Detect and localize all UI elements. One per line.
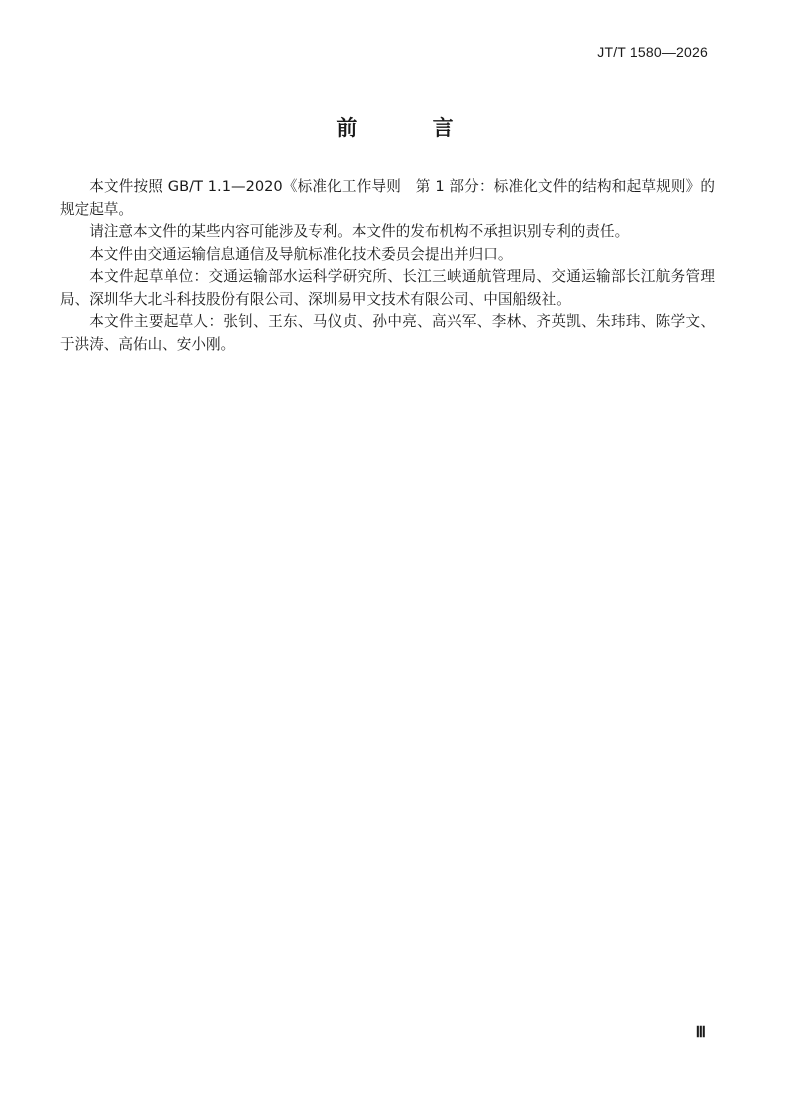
foreword-body: [60, 176, 715, 356]
page-number: Ⅲ: [695, 1025, 706, 1041]
paragraph-proposer: 本文件由交通运输信息通信及导航标准化技术委员会提出并归口。: [89, 245, 513, 263]
paragraph-patent-notice: 请注意本文件的某些内容可能涉及专利。本文件的发布机构不承担识别专利的责任。: [89, 223, 630, 240]
paragraph-drafters: 本文件主要起草人：张钊、王东、马仪贞、孙中亮、高兴军、李林、齐英凯、朱玮玮、陈学文、于洪涛、高佑山、安小刚。: [60, 313, 715, 353]
paragraph-drafting-units: 本文件起草单位：交通运输部水运科学研究所、长江三峡通航管理局、交通运输部长江航务管理局、深圳华大北斗科技股份有限公司、深圳易甲文技术有限公司、中国船级社。: [60, 268, 715, 308]
page-title: 前 言: [336, 116, 488, 140]
paragraph-drafting-rules: 本文件按照 GB/T 1.1—2020《标准化工作导则 第 1 部分：标准化文件的结构和起草规则》的规定起草。: [60, 178, 715, 218]
document-code: JT/T 1580—2026: [597, 44, 708, 60]
